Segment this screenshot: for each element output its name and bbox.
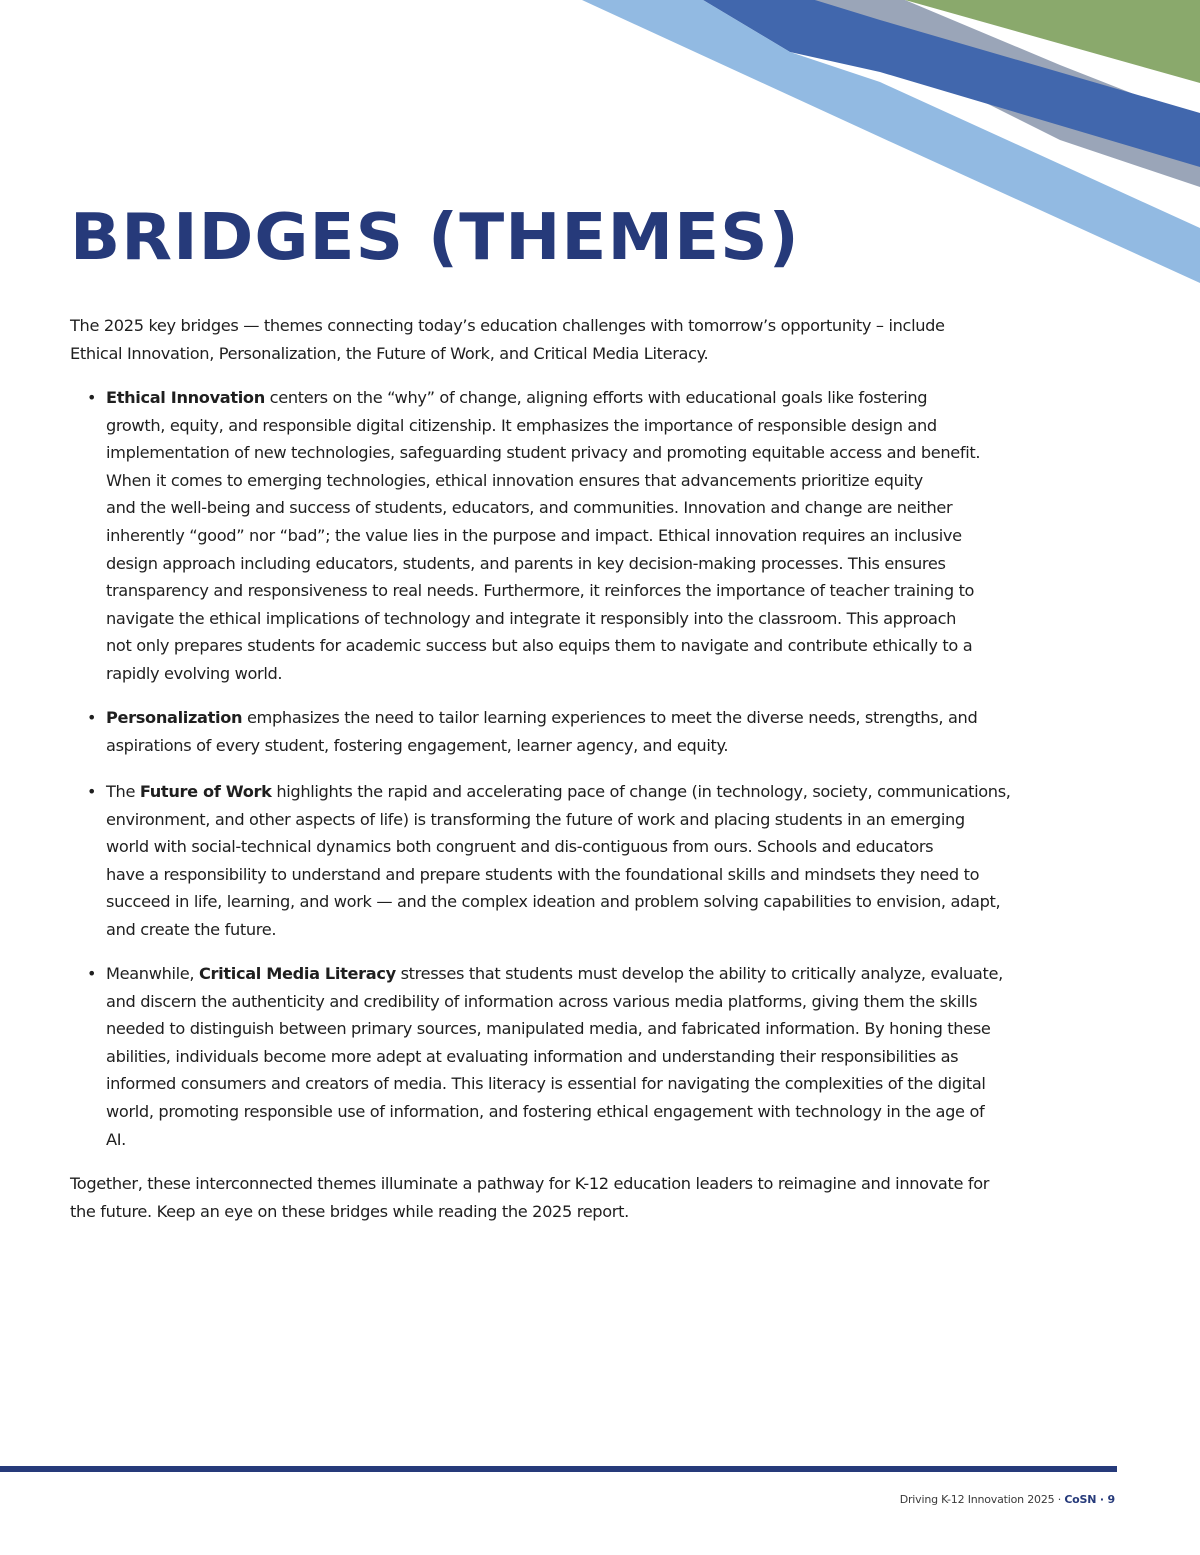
page-footer: Driving K-12 Innovation 2025 · CoSN · 9 [899,1493,1115,1506]
bullet-line: transparency and responsiveness to real needs. Furthermore, it reinforces the importance of teacher training to [106,581,975,601]
bullet-line: world, promoting responsible use of information, and fostering ethical engagement with technology in the age of [106,1101,985,1121]
brand-name: CoSN [1064,1493,1097,1506]
bullet-line: needed to distinguish between primary sources, manipulated media, and fabricated information. By honing these [106,1019,991,1039]
bullet-icon: • [87,782,97,801]
intro-line: Ethical Innovation, Personalization, the Future of Work, and Critical Media Literacy. [70,343,709,363]
bullet-line: environment, and other aspects of life) is transforming the future of work and placing students in an emerging [106,809,965,829]
bullet-line: world with social-technical dynamics both congruent and dis-contiguous from ours. Schools and educators [106,837,934,857]
closing-paragraph [70,1170,1130,1225]
page-title: BRIDGES (THEMES) [70,201,800,275]
bullet-first-line: The Future of Work highlights the rapid and accelerating pace of change (in technology, society, communications, [106,782,1011,801]
bullet-term: Ethical Innovation [106,388,265,407]
bullet-line: design approach including educators, students, and parents in key decision-making processes. This ensures [106,553,946,573]
bullet-line: implementation of new technologies, safeguarding student privacy and promoting equitable access and benefit. [106,443,981,463]
bullet-line: AI. [106,1129,126,1149]
intro-line: The 2025 key bridges — themes connecting today’s education challenges with tomorrow’s opportunity – include [70,316,945,335]
bullet-line: not only prepares students for academic success but also equips them to navigate and contribute ethically to a [106,636,973,656]
bullet-term: Critical Media Literacy [199,964,396,983]
bullet-line: and the well-being and success of students, educators, and communities. Innovation and change are neither [106,498,953,518]
page-number: 9 [1107,1493,1115,1506]
intro-paragraph [70,312,1130,367]
bullet-term: Personalization [106,708,243,727]
closing-line: Together, these interconnected themes illuminate a pathway for K-12 education leaders to reimagine and innovate for [70,1174,990,1193]
footer-rule [0,1466,1117,1472]
bullet-line: rapidly evolving world. [106,663,283,683]
bullet-icon: • [87,708,97,727]
bullet-icon: • [87,388,97,407]
bullet-line: navigate the ethical implications of technology and integrate it responsibly into the classroom. This approach [106,608,957,628]
bullet-first-line: Personalization emphasizes the need to tailor learning experiences to meet the diverse needs, strengths, and [106,708,978,727]
bullet-line: inherently “good” nor “bad”; the value lies in the purpose and impact. Ethical innovation requires an inclusive [106,525,962,545]
bullet-line: growth, equity, and responsible digital citizenship. It emphasizes the importance of responsible design and [106,415,937,435]
bullet-term: Future of Work [139,782,272,801]
bullet-line: informed consumers and creators of media. This literacy is essential for navigating the complexities of the digital [106,1074,986,1094]
closing-line: the future. Keep an eye on these bridges while reading the 2025 report. [70,1201,629,1221]
bullet-first-line: Meanwhile, Critical Media Literacy stresses that students must develop the ability to critically analyze, evaluate, [106,964,1003,983]
bullet-line: succeed in life, learning, and work — and the complex ideation and problem solving capabilities to envision, adapt, [106,892,1001,912]
bullet-line: When it comes to emerging technologies, ethical innovation ensures that advancements prioritize equity [106,470,923,490]
bullet-line: have a responsibility to understand and prepare students with the foundational skills and mindsets they need to [106,864,980,884]
bullet-line: aspirations of every student, fostering engagement, learner agency, and equity. [106,735,729,755]
publication-title: Driving K-12 Innovation 2025 · [899,1493,1065,1506]
bullet-line: and discern the authenticity and credibility of information across various media platforms, giving them the skills [106,991,978,1011]
bullet-line: abilities, individuals become more adept at evaluating information and understanding their responsibilities as [106,1046,959,1066]
bullet-first-line: Ethical Innovation centers on the “why” of change, aligning efforts with educational goals like fostering [106,388,928,407]
bullet-icon: • [87,964,97,983]
bullet-line: and create the future. [106,919,277,939]
